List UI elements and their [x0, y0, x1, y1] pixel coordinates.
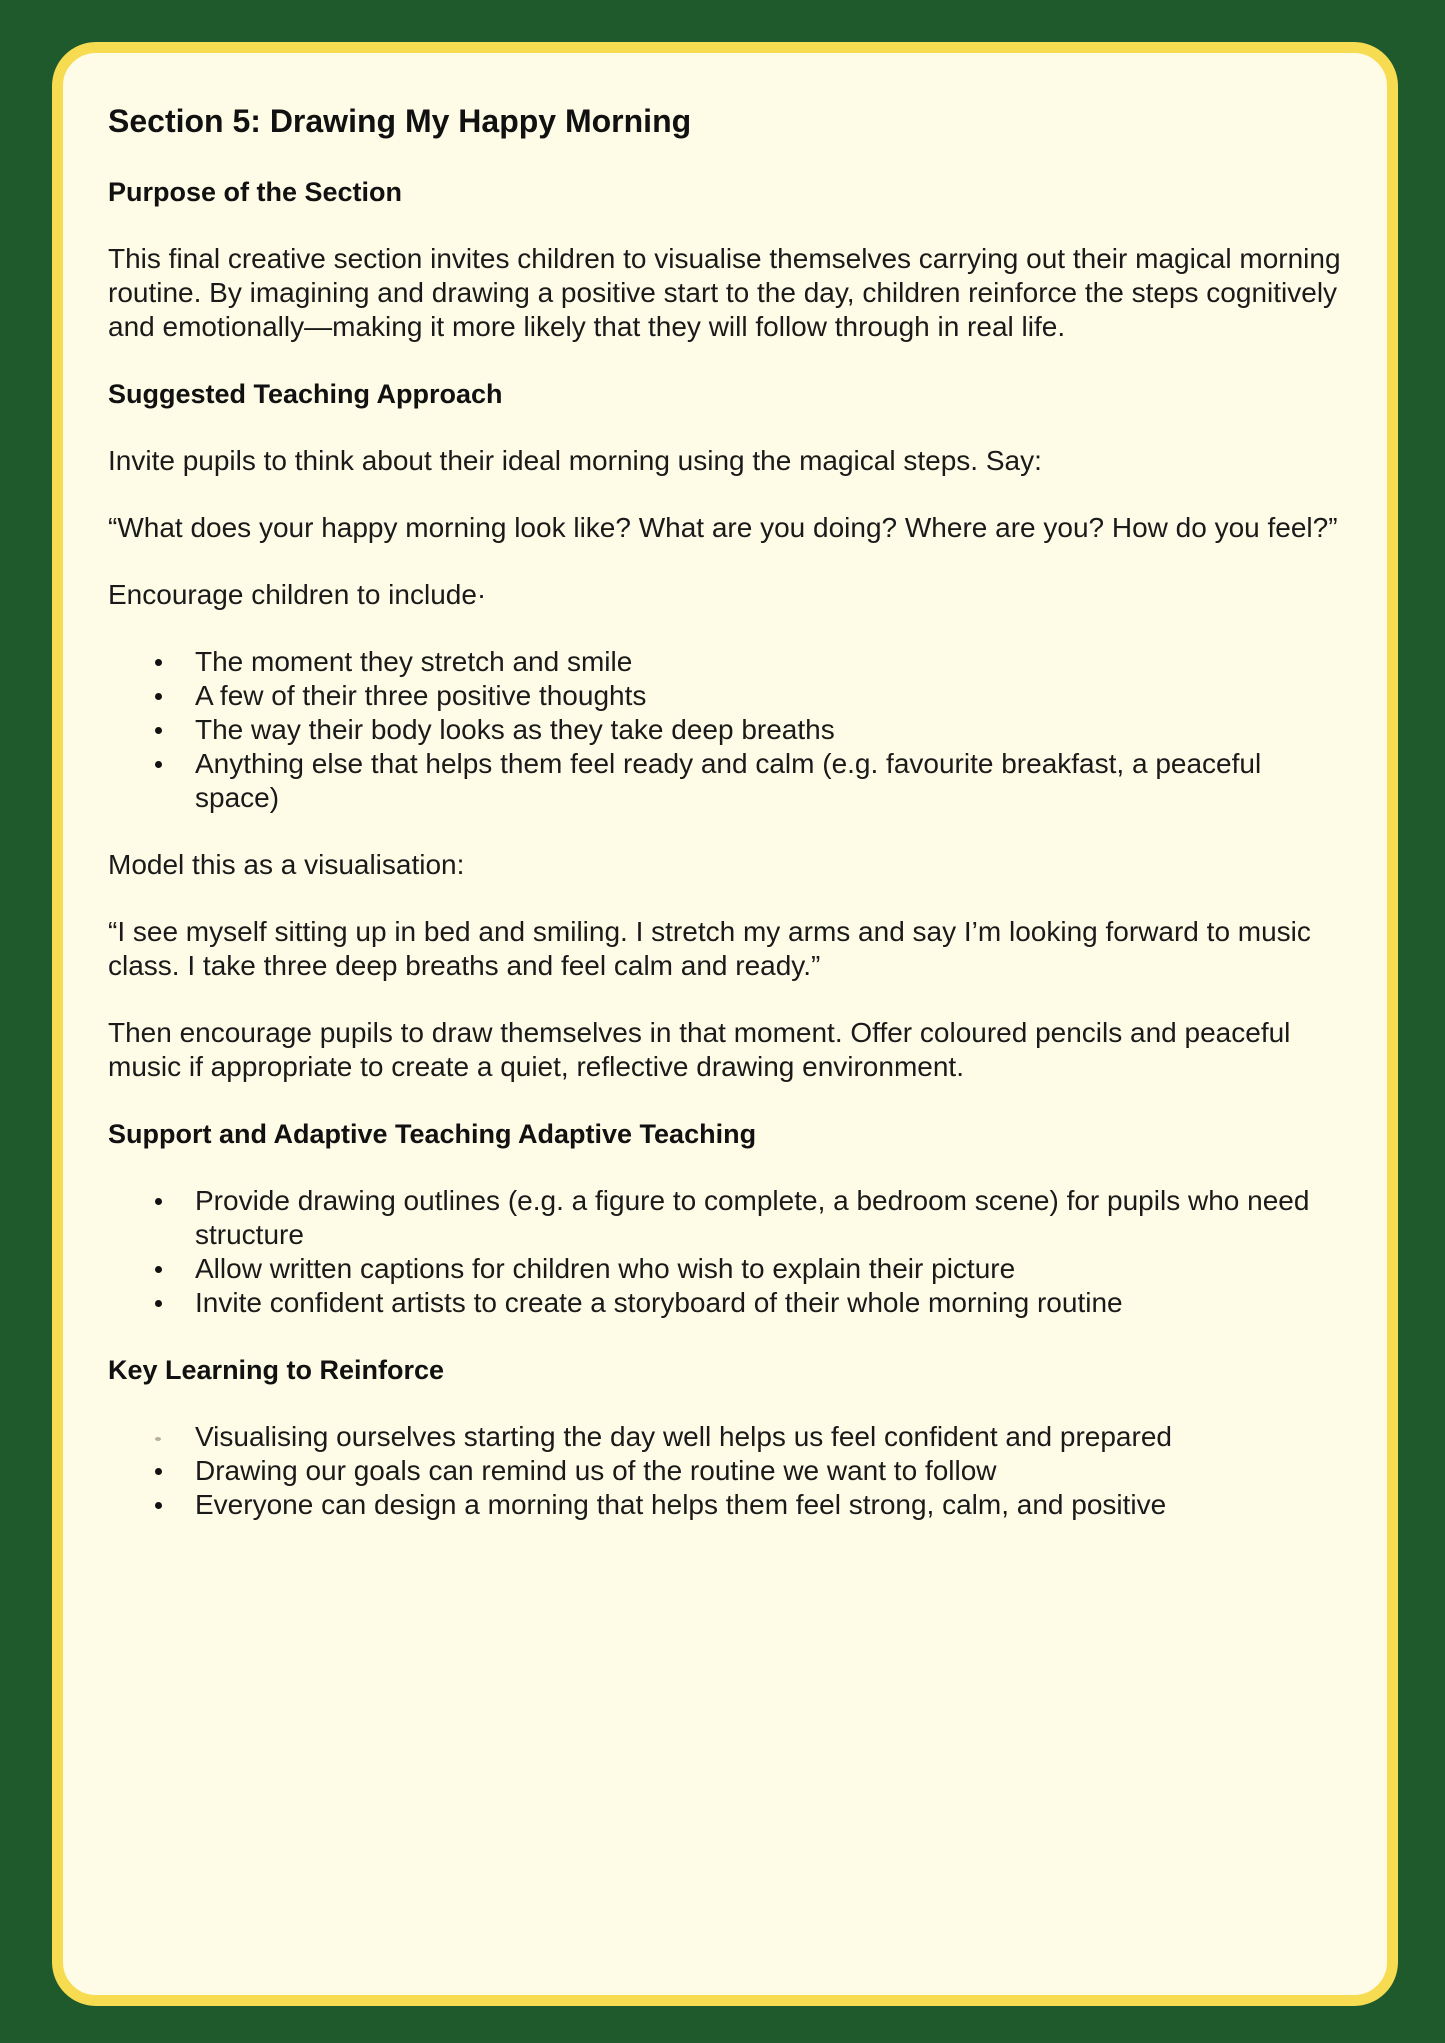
- page-title: Section 5: Drawing My Happy Morning: [108, 103, 692, 139]
- list-item: Everyone can design a morning that helps them feel strong, calm, and positive: [195, 1488, 1348, 1522]
- approach-question: “What does your happy morning look like? What are you doing? Where are you? How do you feel?”: [108, 512, 1338, 543]
- include-list: [108, 645, 1348, 815]
- list-item: Visualising ourselves starting the day well helps us feel confident and prepared: [195, 1420, 1348, 1454]
- support-list: [108, 1184, 1348, 1320]
- list-item: Anything else that helps them feel ready and calm (e.g. favourite breakfast, a peaceful space): [195, 747, 1348, 815]
- list-item: Invite confident artists to create a storyboard of their whole morning routine: [195, 1286, 1348, 1320]
- model-quote: “I see myself sitting up in bed and smiling. I stretch my arms and say I’m looking forward to music class. I take three deep breaths and feel calm and ready.”: [108, 916, 1311, 981]
- include-intro: Encourage children to include·: [108, 579, 487, 610]
- support-heading: Support and Adaptive Teaching Adaptive Teaching: [108, 1119, 757, 1149]
- approach-intro: Invite pupils to think about their ideal morning using the magical steps. Say:: [108, 445, 1042, 476]
- key-learning-list: [108, 1420, 1348, 1522]
- document-content: [108, 98, 1348, 1555]
- purpose-heading: Purpose of the Section: [108, 177, 403, 207]
- list-item: The moment they stretch and smile: [195, 645, 1348, 679]
- list-item: Drawing our goals can remind us of the routine we want to follow: [195, 1454, 1348, 1488]
- key-learning-heading: Key Learning to Reinforce: [108, 1355, 445, 1385]
- approach-closing: Then encourage pupils to draw themselves in that moment. Offer coloured pencils and peaceful music if appropriate to create a quiet, reflective drawing environment.: [108, 1017, 1291, 1082]
- list-item: A few of their three positive thoughts: [195, 679, 1348, 713]
- approach-heading: Suggested Teaching Approach: [108, 379, 503, 409]
- list-item: Provide drawing outlines (e.g. a figure to complete, a bedroom scene) for pupils who need structure: [195, 1184, 1348, 1252]
- purpose-body: This final creative section invites children to visualise themselves carrying out their magical morning routine. By imagining and drawing a positive start to the day, children reinforce the steps cognitively and emotionally—making it more likely that they will follow through in real life.: [108, 243, 1341, 342]
- list-item: Allow written captions for children who wish to explain their picture: [195, 1252, 1348, 1286]
- list-item: The way their body looks as they take deep breaths: [195, 713, 1348, 747]
- model-intro: Model this as a visualisation:: [108, 849, 465, 880]
